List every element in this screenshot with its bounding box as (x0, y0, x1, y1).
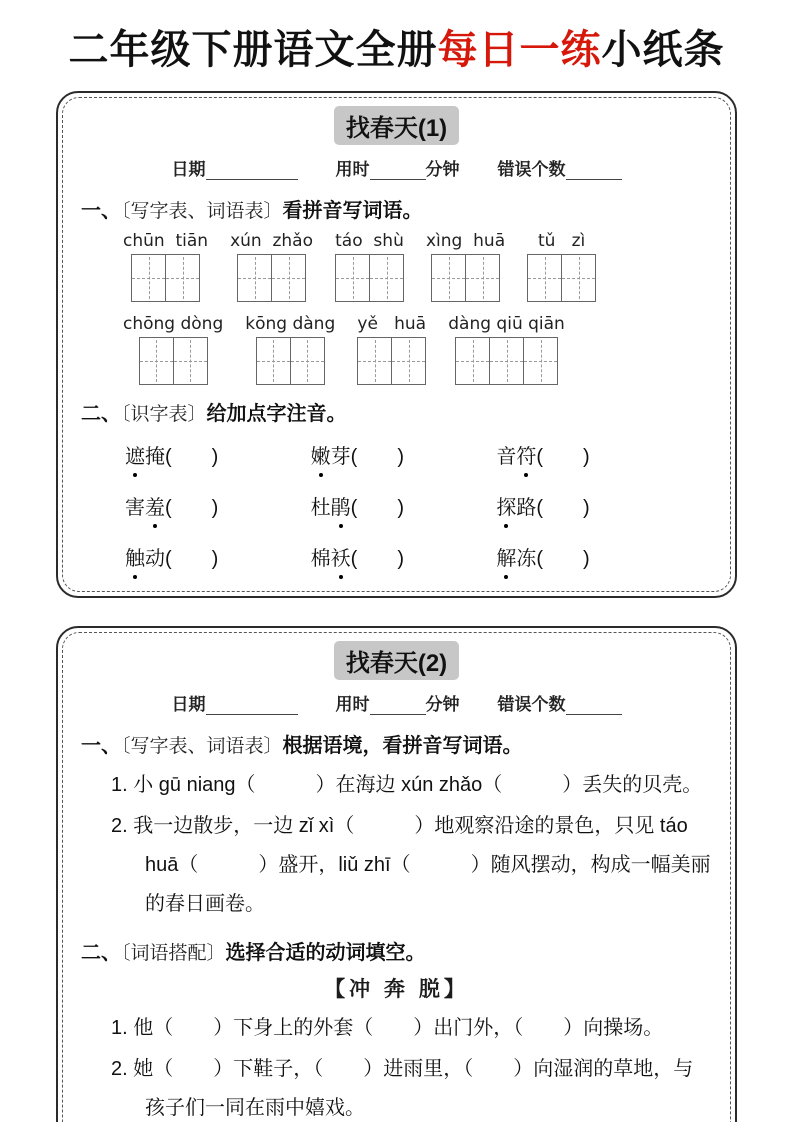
errors-field: 错误个数 (498, 155, 622, 180)
writing-grid (245, 337, 335, 385)
date-field: 日期 (172, 690, 298, 715)
question-item: 1. 他（ ）下身上的外套（ ）出门外，（ ）向操场。 (111, 1017, 664, 1039)
answer-paren: ( ) (536, 548, 590, 570)
worksheet-card-2-inner (62, 632, 731, 1122)
pinyin-group (527, 231, 596, 302)
writing-cell (391, 337, 426, 385)
writing-cell (561, 254, 596, 302)
writing-cell (173, 337, 208, 385)
answer-paren: ( ) (350, 446, 404, 468)
writing-cell (489, 337, 524, 385)
meta-row-1 (81, 155, 712, 180)
writing-cell (527, 254, 562, 302)
pinyin-group (335, 231, 404, 302)
answer-paren: ( ) (165, 497, 219, 519)
zhuyin-item: 嫩芽( ) (311, 440, 497, 469)
worksheet-card-2 (56, 626, 737, 1122)
page-title-part3: 小纸条 (601, 28, 725, 72)
answer-paren: ( ) (536, 446, 590, 468)
answer-paren: ( ) (165, 446, 219, 468)
writing-cell (455, 337, 490, 385)
time-blank-line (370, 697, 426, 715)
zhuyin-item: 害羞( ) (125, 491, 311, 520)
writing-grid (426, 254, 505, 302)
pinyin-group (230, 231, 313, 302)
writing-cell (357, 337, 392, 385)
pinyin-grid-row-1 (81, 231, 712, 302)
zhuyin-item: 探路( ) (496, 491, 682, 520)
section-heading-1-1: 一、〔写字表、词语表〕看拼音写词语。 (81, 200, 423, 222)
zhuyin-item: 触动( ) (125, 542, 311, 571)
writing-cell (335, 254, 370, 302)
dotted-char: 羞 (145, 491, 165, 520)
page-title-part1: 二年级下册语文全册 (68, 28, 438, 72)
errors-blank-line (566, 697, 622, 715)
pinyin-label: tǔ zì (537, 231, 586, 251)
writing-cell (465, 254, 500, 302)
worksheet-card-1-inner (62, 97, 731, 592)
worksheet-card-1 (56, 91, 737, 598)
errors-blank-line (566, 162, 622, 180)
date-blank-line (206, 697, 298, 715)
writing-grid (123, 337, 223, 385)
question-item: 2. 我一边散步，一边 zǐ xì（ ）地观察沿途的景色，只见 táo huā（ ）盛开，liǔ zhī（ ）随风摆动，构成一幅美丽的春日画卷。 (111, 815, 711, 915)
pinyin-label: xún zhǎo (230, 231, 313, 251)
dotted-char: 触 (125, 542, 145, 571)
page-title (0, 0, 793, 75)
writing-cell (165, 254, 200, 302)
time-field: 用时 分钟 (335, 160, 460, 179)
time-blank-line (370, 162, 426, 180)
zhuyin-item: 杜鹃( ) (311, 491, 497, 520)
section-heading-1-2: 二、〔识字表〕给加点字注音。 (81, 403, 347, 425)
verb-options: 【冲 奔 脱】 (324, 978, 469, 1001)
writing-grid (527, 254, 596, 302)
pinyin-grid-row-2 (81, 314, 712, 385)
pinyin-label: táo shù (335, 231, 404, 251)
dotted-char: 袄 (331, 542, 351, 571)
writing-cell (271, 254, 306, 302)
writing-cell (290, 337, 325, 385)
time-field: 用时 分钟 (335, 695, 460, 714)
pinyin-label: kōng dàng (245, 314, 336, 334)
zhuyin-item: 解冻( ) (496, 542, 682, 571)
question-item: 2. 她（ ）下鞋子，（ ）进雨里，（ ）向湿润的草地，与孩子们一同在雨中嬉戏。 (111, 1058, 694, 1119)
date-blank-line (206, 162, 298, 180)
writing-grid (335, 254, 404, 302)
dotted-char: 遮 (125, 440, 145, 469)
dotted-char: 嫩 (311, 440, 331, 469)
zhuyin-item: 音符( ) (496, 440, 682, 469)
dotted-char: 符 (516, 440, 536, 469)
writing-cell (139, 337, 174, 385)
writing-cell (237, 254, 272, 302)
dotted-char: 解 (496, 542, 516, 571)
section-heading-2-1: 一、〔写字表、词语表〕根据语境，看拼音写词语。 (81, 735, 523, 757)
writing-cell (369, 254, 404, 302)
page-title-highlight: 每日一练 (437, 28, 602, 72)
writing-grid (123, 254, 208, 302)
writing-cell (523, 337, 558, 385)
writing-grid (448, 337, 565, 385)
pinyin-group (448, 314, 565, 385)
errors-field: 错误个数 (498, 690, 622, 715)
zhuyin-grid (81, 434, 712, 575)
section-heading-2-2: 二、〔词语搭配〕选择合适的动词填空。 (81, 942, 426, 964)
pinyin-label: yě huā (357, 314, 427, 334)
answer-paren: ( ) (350, 548, 404, 570)
pinyin-group (426, 231, 505, 302)
meta-row-2 (81, 690, 712, 715)
writing-cell (131, 254, 166, 302)
date-field: 日期 (172, 155, 298, 180)
pinyin-label: dàng qiū qiān (448, 314, 565, 334)
dotted-char: 探 (496, 491, 516, 520)
pinyin-label: chōng dòng (123, 314, 224, 334)
pinyin-label: xìng huā (426, 231, 506, 251)
writing-grid (230, 254, 313, 302)
lesson-badge-2: 找春天(2) (334, 641, 459, 680)
writing-grid (357, 337, 426, 385)
lesson-badge-1: 找春天(1) (334, 106, 459, 145)
pinyin-group (357, 314, 426, 385)
zhuyin-item: 遮掩( ) (125, 440, 311, 469)
writing-cell (431, 254, 466, 302)
answer-paren: ( ) (350, 497, 404, 519)
dotted-char: 鹃 (331, 491, 351, 520)
answer-paren: ( ) (536, 497, 590, 519)
question-item: 1. 小 gū niang（ ）在海边 xún zhǎo（ ）丢失的贝壳。 (111, 774, 703, 796)
pinyin-group (123, 231, 208, 302)
zhuyin-item: 棉袄( ) (311, 542, 497, 571)
pinyin-group (245, 314, 335, 385)
writing-cell (256, 337, 291, 385)
answer-paren: ( ) (165, 548, 219, 570)
pinyin-label: chūn tiān (123, 231, 209, 251)
pinyin-group (123, 314, 223, 385)
